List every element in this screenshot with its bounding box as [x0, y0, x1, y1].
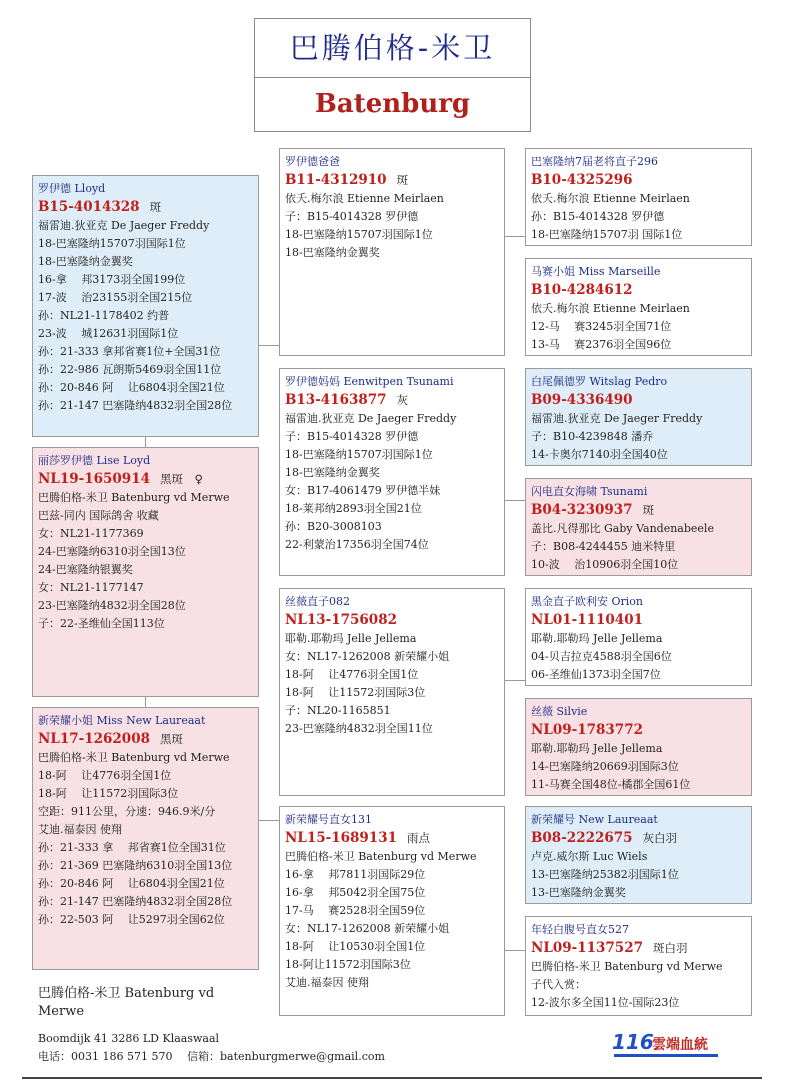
ring-number: NL09-1783772 [531, 722, 643, 738]
connector-line [259, 345, 279, 346]
ring-row [285, 391, 499, 410]
achievement-line: 14-卡奥尔7140羽全国40位 [531, 448, 668, 461]
achievement-line: 18-阿 让11572羽国际3位 [38, 787, 179, 800]
ring-row [531, 721, 746, 740]
ring-row [531, 939, 746, 958]
ring-row [38, 730, 253, 749]
achievement-line: 子：B15-4014328 罗伊德 [285, 210, 419, 223]
pigeon-card-gen3-3 [525, 368, 752, 466]
ring-number: B04-3230937 [531, 502, 633, 518]
footer-contact: 电话：0031 186 571 570 信箱：batenburgmerwe@gmail.com [38, 1050, 385, 1063]
achievement-line: 女：NL21-1177369 [38, 527, 144, 540]
achievement-line: 18-阿 让4776羽全国1位 [285, 668, 419, 681]
achievement-line: 06-圣维仙1373羽全国7位 [531, 668, 661, 681]
ring-number: NL13-1756082 [285, 612, 397, 628]
connector-line [505, 950, 525, 951]
pigeon-card-gen2-4 [279, 806, 505, 1016]
pigeon-name: 闪电直女海啸 Tsunami [531, 485, 648, 498]
ring-number: NL15-1689131 [285, 830, 397, 846]
achievement-line: 12-波尔多全国11位-国际23位 [531, 996, 680, 1009]
pigeon-card-gen3-7 [525, 806, 752, 904]
pigeon-name: 巴塞隆纳7届老将直子296 [531, 155, 658, 168]
achievement-line: 子：B08-4244455 迪米特里 [531, 540, 676, 553]
achievement-line: 孙：21-333 拿 邦省赛1位全国31位 [38, 841, 226, 854]
logo-number: 116 [612, 1030, 654, 1054]
pigeon-card-gen3-1 [525, 148, 752, 246]
achievement-line: 巴腾伯格-米卫 Batenburg vd Merwe [531, 960, 723, 973]
ring-number: B15-4014328 [38, 199, 140, 215]
achievement-line: 孙：21-369 巴塞隆纳6310羽全国13位 [38, 859, 233, 872]
achievement-line: 孙：22-503 阿 让5297羽全国62位 [38, 913, 225, 926]
pigeon-card-gen2-2 [279, 368, 505, 576]
pigeon-name: 白尾佩德罗 Witslag Pedro [531, 375, 668, 388]
footer-loft-name: 巴腾伯格-米卫 Batenburg vd Merwe [38, 986, 215, 1019]
achievement-line: 17-波 治23155羽全国215位 [38, 291, 193, 304]
ring-number: NL19-1650914 [38, 471, 150, 487]
achievement-line: 孙：21-147 巴塞隆纳4832羽全国28位 [38, 399, 233, 412]
achievement-line: 耶勒.耶勒玛 Jelle Jellema [531, 742, 663, 755]
achievement-line: 空距：911公里，分速：946.9米/分 [38, 805, 216, 818]
achievement-line: 孙：20-846 阿 让6804羽全国21位 [38, 877, 225, 890]
achievement-line: 18-阿让11572羽国际3位 [285, 958, 411, 971]
achievement-line: 18-巴塞隆纳15707羽国际1位 [285, 448, 433, 461]
pigeon-card-gen3-6 [525, 698, 752, 796]
achievement-line: 女：NL21-1177147 [38, 581, 144, 594]
achievement-line: 福雷迪.狄亚克 De Jaeger Freddy [531, 412, 703, 425]
pigeon-card-gen1-1 [32, 175, 259, 437]
achievement-line: 孙：B15-4014328 罗伊德 [531, 210, 665, 223]
ring-number: NL09-1137527 [531, 940, 643, 956]
achievement-line: 依夭.梅尔浪 Etienne Meirlaen [531, 192, 690, 205]
achievement-line: 盖比.凡得那比 Gaby Vandenabeele [531, 522, 714, 535]
pigeon-name: 丝薇 Silvie [531, 705, 588, 718]
ring-row [531, 281, 746, 300]
achievement-line: 福雷迪.狄亚克 De Jaeger Freddy [285, 412, 457, 425]
ring-row [285, 611, 499, 630]
ring-number: B13-4163877 [285, 392, 387, 408]
ring-row [38, 470, 253, 489]
pigeon-card-gen2-3 [279, 588, 505, 796]
ring-number: B11-4312910 [285, 172, 387, 188]
achievement-line: 16-拿 邦3173羽全国199位 [38, 273, 186, 286]
pigeon-color: 斑白羽 [652, 941, 688, 955]
achievement-line: 23-波 城12631羽国际1位 [38, 327, 179, 340]
pigeon-card-gen3-5 [525, 588, 752, 686]
achievement-line: 子代入赏： [531, 978, 586, 991]
ring-row [285, 829, 499, 848]
logo-underline [614, 1054, 718, 1057]
achievement-line: 16-拿 邦5042羽全国75位 [285, 886, 426, 899]
achievement-line: 巴腾伯格-米卫 Batenburg vd Merwe [38, 751, 230, 764]
achievement-line: 子：NL20-1165851 [285, 704, 391, 717]
ring-number: B08-2222675 [531, 830, 633, 846]
achievement-line: 艾迪.福泰因 使翔 [285, 976, 369, 989]
achievement-line: 女：B17-4061479 罗伊德半妹 [285, 484, 441, 497]
achievement-line: 依夭.梅尔浪 Etienne Meirlaen [285, 192, 444, 205]
achievement-line: 女：NL17-1262008 新荣耀小姐 [285, 922, 450, 935]
ring-number: NL17-1262008 [38, 731, 150, 747]
achievement-line: 子：B10-4239848 潘乔 [531, 430, 654, 443]
achievement-line: 巴兹-同内 国际鸽舍 收藏 [38, 509, 159, 522]
achievement-line: 18-巴塞隆纳金翼奖 [285, 466, 380, 479]
ring-row [285, 171, 499, 190]
achievement-line: 24-巴塞隆纳6310羽全国13位 [38, 545, 186, 558]
pigeon-color: 斑 [642, 503, 655, 517]
achievement-line: 艾迪.福泰因 使翔 [38, 823, 122, 836]
pigeon-name: 黑金直子欧利安 Orion [531, 595, 643, 608]
pigeon-card-gen3-4 [525, 478, 752, 576]
pigeon-name: 罗伊德爸爸 [285, 155, 340, 168]
achievement-line: 福雷迪.狄亚克 De Jaeger Freddy [38, 219, 210, 232]
achievement-line: 18-阿 让4776羽全国1位 [38, 769, 172, 782]
pigeon-card-gen1-2 [32, 447, 259, 697]
ring-row [38, 198, 253, 217]
achievement-line: 子：B15-4014328 罗伊德 [285, 430, 419, 443]
achievement-line: 16-拿 邦7811羽国际29位 [285, 868, 426, 881]
ring-number: B09-4336490 [531, 392, 633, 408]
achievement-line: 孙：21-147 巴塞隆纳4832羽全国28位 [38, 895, 233, 908]
pigeon-name: 罗伊德妈妈 Eenwitpen Tsunami [285, 375, 454, 388]
ring-row [531, 171, 746, 190]
pigeon-color: 灰 [396, 393, 409, 407]
header-box [254, 18, 531, 132]
achievement-line: 巴腾伯格-米卫 Batenburg vd Merwe [285, 850, 477, 863]
achievement-line: 13-马 赛2376羽全国96位 [531, 338, 672, 351]
achievement-line: 18-巴塞隆纳金翼奖 [38, 255, 133, 268]
achievement-line: 18-巴塞隆纳15707羽国际1位 [38, 237, 186, 250]
ring-number: NL01-1110401 [531, 612, 643, 628]
pigeon-color: 斑 [396, 173, 409, 187]
achievement-line: 18-巴塞隆纳15707羽国际1位 [285, 228, 433, 241]
pigeon-card-gen2-1 [279, 148, 505, 356]
pigeon-color: 黑斑 [159, 732, 183, 746]
achievement-line: 18-莱邦纳2893羽全国21位 [285, 502, 422, 515]
pigeon-color: 雨点 [406, 831, 430, 845]
achievement-line: 孙：B20-3008103 [285, 520, 382, 533]
pigeon-name: 马赛小姐 Miss Marseille [531, 265, 661, 278]
achievement-line: 孙：NL21-1178402 约普 [38, 309, 170, 322]
pigeon-name: 丽莎罗伊德 Lise Loyd [38, 454, 151, 467]
pigeon-color: 斑 [149, 200, 162, 214]
achievement-line: 孙：21-333 拿邦省赛1位+全国31位 [38, 345, 221, 358]
ring-row [531, 501, 746, 520]
achievement-line: 18-阿 让10530羽全国1位 [285, 940, 426, 953]
ring-number: B10-4284612 [531, 282, 633, 298]
pigeon-card-gen1-3 [32, 707, 259, 970]
pigeon-card-gen3-8 [525, 916, 752, 1016]
ring-number: B10-4325296 [531, 172, 633, 188]
achievement-line: 18-巴塞隆纳15707羽 国际1位 [531, 228, 683, 241]
achievement-line: 04-贝吉拉克4588羽全国6位 [531, 650, 672, 663]
connector-line [145, 697, 146, 707]
connector-line [505, 680, 525, 681]
footer-address: Boomdijk 41 3286 LD Klaaswaal [38, 1032, 220, 1045]
pigeon-name: 丝薇直子082 [285, 595, 350, 608]
connector-line [505, 236, 525, 237]
achievement-line: 23-巴塞隆纳4832羽全国11位 [285, 722, 433, 735]
achievement-line: 23-巴塞隆纳4832羽全国28位 [38, 599, 186, 612]
achievement-line: 耶勒.耶勒玛 Jelle Jellema [531, 632, 663, 645]
achievement-line: 耶勒.耶勒玛 Jelle Jellema [285, 632, 417, 645]
connector-line [145, 437, 146, 447]
pigeon-name: 年轻白腹号直女527 [531, 923, 629, 936]
ring-row [531, 611, 746, 630]
achievement-line: 14-巴塞隆纳20669羽国际3位 [531, 760, 679, 773]
achievement-line: 18-巴塞隆纳金翼奖 [285, 246, 380, 259]
achievement-line: 22-利蒙治17356羽全国74位 [285, 538, 429, 551]
loft-title-english: Batenburg [314, 89, 471, 119]
loft-title-chinese: 巴腾伯格-米卫 [255, 19, 530, 78]
bottom-rule [22, 1077, 762, 1079]
achievement-line: 卢克.威尔斯 Luc Wiels [531, 850, 648, 863]
achievement-line: 18-阿 让11572羽国际3位 [285, 686, 426, 699]
pigeon-color: 灰白羽 [642, 831, 678, 845]
achievement-line: 17-马 赛2528羽全国59位 [285, 904, 426, 917]
achievement-line: 女：NL17-1262008 新荣耀小姐 [285, 650, 450, 663]
achievement-line: 10-波 治10906羽全国10位 [531, 558, 679, 571]
achievement-line: 子：22-圣维仙全国113位 [38, 617, 165, 630]
connector-line [505, 500, 525, 501]
logo-text: 雲端血統 [652, 1037, 708, 1053]
pigeon-name: 罗伊德 Lloyd [38, 182, 106, 195]
pigeon-card-gen3-2 [525, 258, 752, 356]
achievement-line: 巴腾伯格-米卫 Batenburg vd Merwe [38, 491, 230, 504]
pigeon-color: 黑斑 ♀ [159, 472, 203, 486]
logo-116 [612, 1030, 722, 1056]
achievement-line: 12-马 赛3245羽全国71位 [531, 320, 672, 333]
achievement-line: 13-巴塞隆纳25382羽国际1位 [531, 868, 679, 881]
achievement-line: 依夭.梅尔浪 Etienne Meirlaen [531, 302, 690, 315]
achievement-line: 13-巴塞隆纳金翼奖 [531, 886, 626, 899]
achievement-line: 孙：20-846 阿 让6804羽全国21位 [38, 381, 225, 394]
ring-row [531, 829, 746, 848]
connector-line [259, 820, 279, 821]
achievement-line: 孙：22-986 瓦朗斯5469羽全国11位 [38, 363, 222, 376]
pigeon-name: 新荣耀小姐 Miss New Laureaat [38, 714, 206, 727]
pigeon-name: 新荣耀号 New Laureaat [531, 813, 658, 826]
pigeon-name: 新荣耀号直女131 [285, 813, 372, 826]
ring-row [531, 391, 746, 410]
achievement-line: 24-巴塞隆纳银翼奖 [38, 563, 133, 576]
achievement-line: 11-马赛全国48位-橘郡全国61位 [531, 778, 691, 791]
